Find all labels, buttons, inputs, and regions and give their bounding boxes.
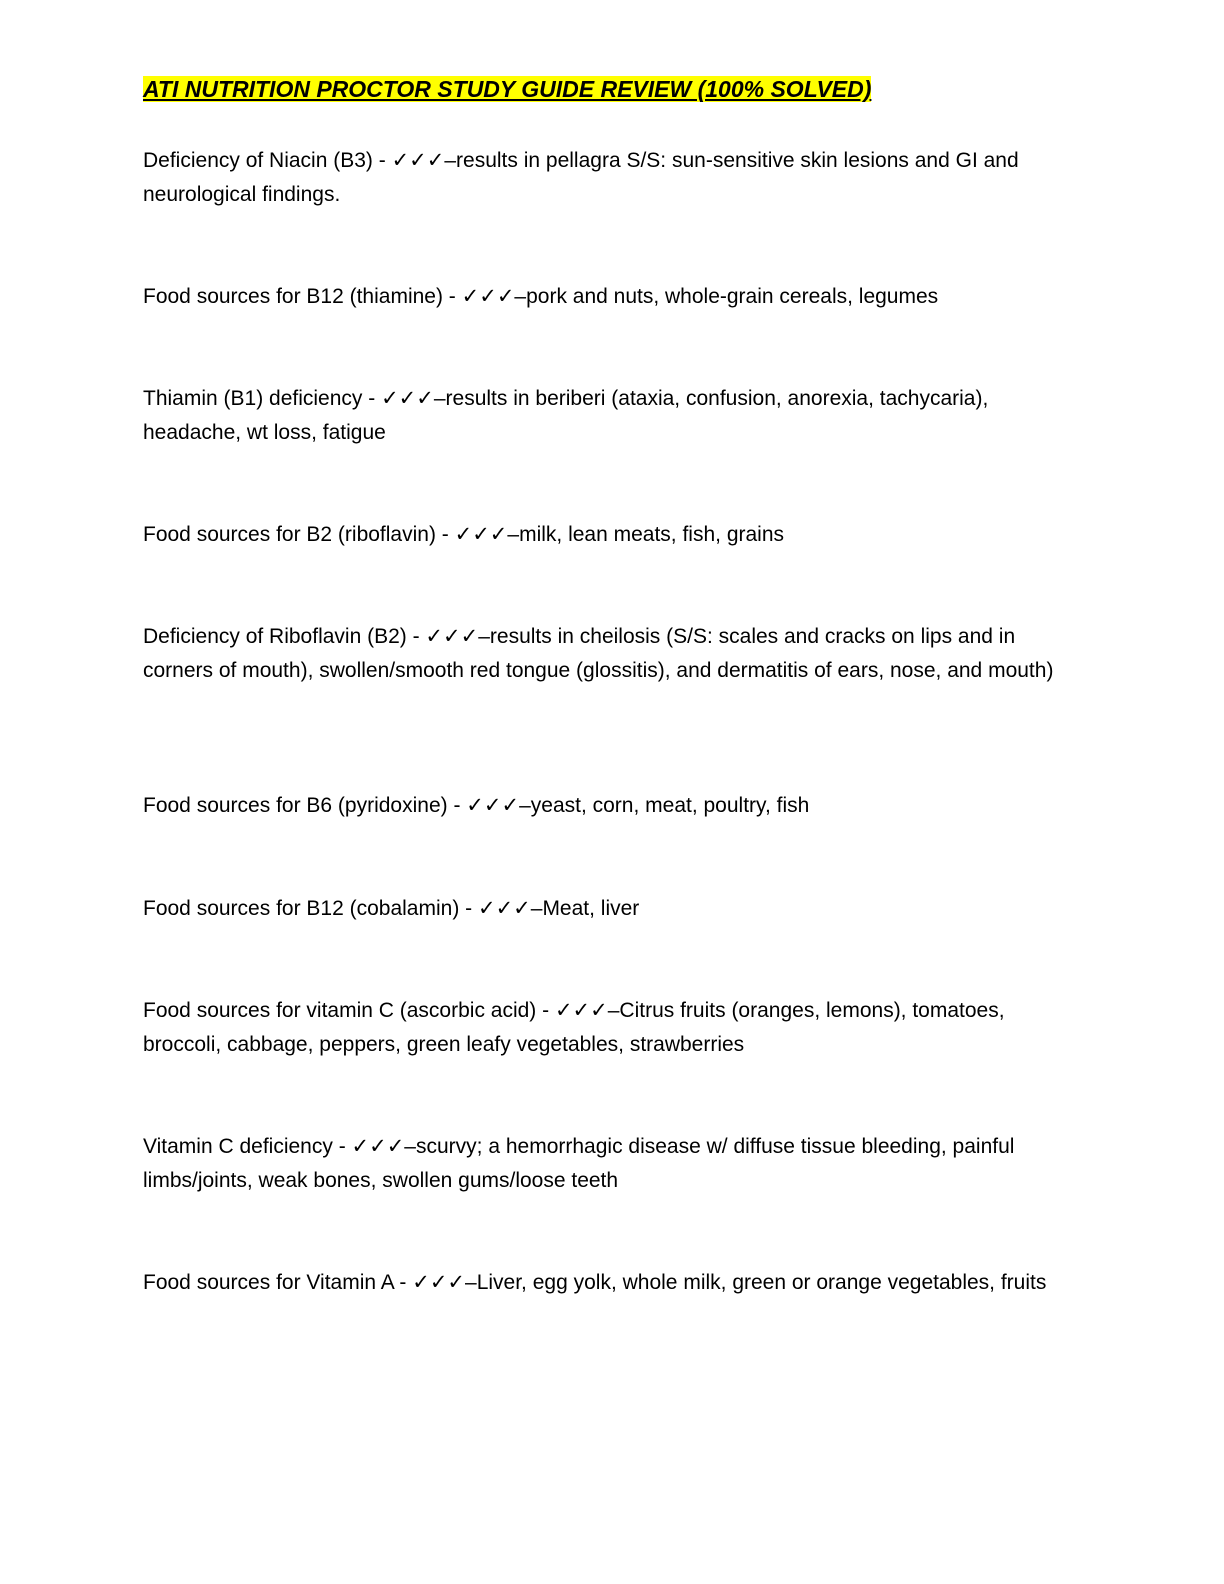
qa-item-niacin-deficiency: Deficiency of Niacin (B3) - ✓✓✓–results in pellagra S/S: sun-sensitive skin lesions and GI and neurological findings.: [143, 149, 1019, 206]
qa-item-b12-thiamine-sources: Food sources for B12 (thiamine) - ✓✓✓–pork and nuts, whole-grain cereals, legumes: [143, 285, 939, 308]
qa-item-cobalamin-sources: Food sources for B12 (cobalamin) - ✓✓✓–Meat, liver: [143, 897, 640, 920]
title-highlight: ATI NUTRITION PROCTOR STUDY GUIDE REVIEW (100% SOLVED): [143, 76, 872, 102]
qa-item-pyridoxine-sources: Food sources for B6 (pyridoxine) - ✓✓✓–yeast, corn, meat, poultry, fish: [143, 794, 810, 817]
document-title: [143, 74, 871, 104]
qa-item-thiamin-deficiency: Thiamin (B1) deficiency - ✓✓✓–results in beriberi (ataxia, confusion, anorexia, tachycaria), headache, wt loss, fatigue: [143, 387, 989, 444]
qa-item-vitamin-c-deficiency: Vitamin C deficiency - ✓✓✓–scurvy; a hemorrhagic disease w/ diffuse tissue bleeding, painful limbs/joints, weak bones, swollen gums/loose teeth: [143, 1135, 1015, 1192]
qa-item-vitamin-a-sources: Food sources for Vitamin A - ✓✓✓–Liver, egg yolk, whole milk, green or orange vegetables, fruits: [143, 1271, 1047, 1294]
qa-item-riboflavin-deficiency: Deficiency of Riboflavin (B2) - ✓✓✓–results in cheilosis (S/S: scales and cracks on lips and in corners of mouth), swollen/smooth red tongue (glossitis), and dermatitis of ears, nose, and mouth): [143, 625, 1054, 682]
qa-item-riboflavin-sources: Food sources for B2 (riboflavin) - ✓✓✓–milk, lean meats, fish, grains: [143, 523, 785, 546]
qa-item-vitamin-c-sources: Food sources for vitamin C (ascorbic acid) - ✓✓✓–Citrus fruits (oranges, lemons), tomatoes, broccoli, cabbage, peppers, green leafy vegetables, strawberries: [143, 999, 1005, 1056]
